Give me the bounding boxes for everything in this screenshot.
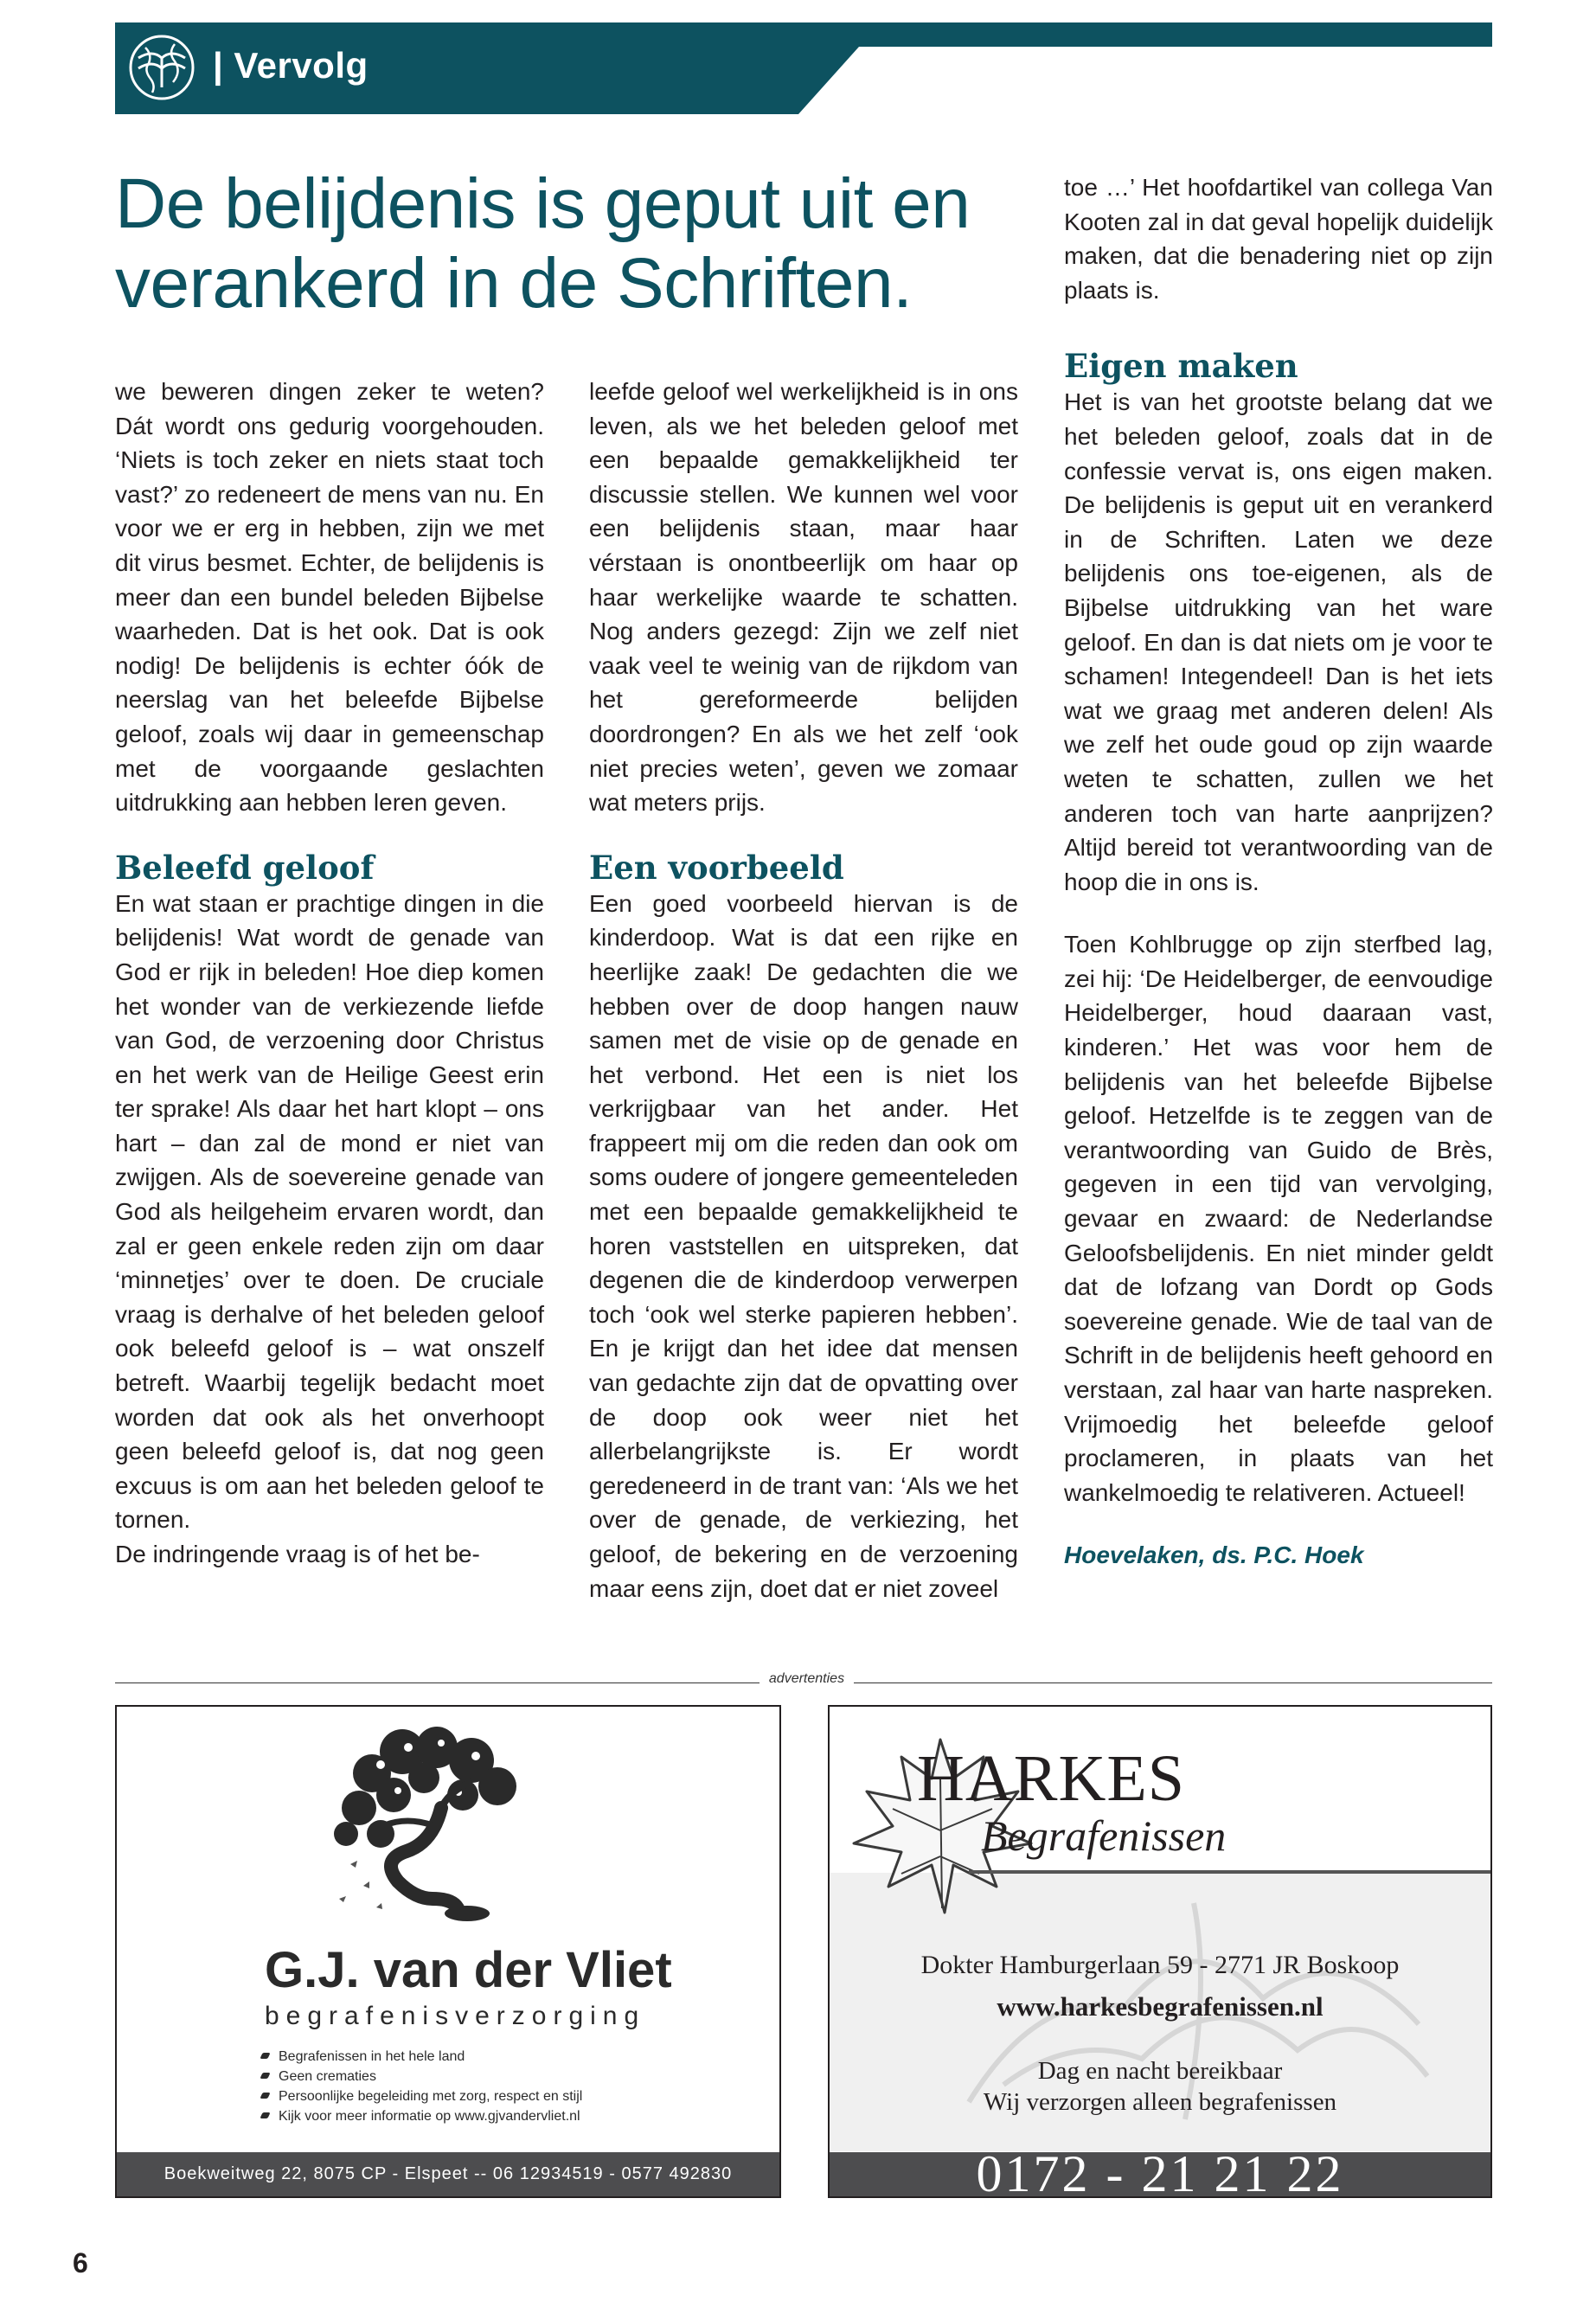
list-item: Kijk voor meer informatie op www.gjvandervliet.nl bbox=[260, 2106, 582, 2126]
ad-service-note: Wij verzorgen alleen begrafenissen bbox=[983, 2088, 1337, 2116]
ad-company-subtitle: begrafenisverzorging bbox=[265, 2002, 646, 2030]
subheading-eigen-maken: Eigen maken bbox=[1064, 347, 1298, 386]
ad-phone-number: 0172 - 21 21 22 bbox=[976, 2145, 1344, 2202]
divider bbox=[854, 1682, 1492, 1683]
divider bbox=[969, 1870, 1490, 1874]
article-column-3 bbox=[1064, 170, 1493, 1573]
list-item: Persoonlijke begeleiding met zorg, respect en stijl bbox=[260, 2086, 582, 2106]
paragraph: Een goed voorbeeld hiervan is de kinderdoop. Wat is dat een rijke en heerlijke zaak! De gedachten die we hebben over de doop hangen nauw samen met de visie op de genade en het verbond. Het een is niet los verkrijgbaar van het ander. Het frappeert mij om die reden dan ook om soms oudere of jongere gemeenteleden met een bepaalde gemakkelijkheid te horen vaststellen en uitspreken, dat degenen die de kinderdoop verwerpen toch ‘ook wel sterke papieren hebben’. En je krijgt dan het idee dat mensen van gedachte zijn dat de opvatting over de doop ook weer niet het allerbelangrijkste is. Er wordt geredeneerd in de trant van: ‘Als we het over de genade, de verkiezing, het geloof, de bekering en de verzoening maar eens zijn, doet dat er niet zoveel bbox=[589, 889, 1018, 1602]
author-signature: Hoevelaken, ds. P.C. Hoek bbox=[1064, 1541, 1364, 1569]
paragraph: En wat staan er prachtige dingen in die belijdenis! Wat wordt de genade van God er rijk in beleden! Hoe diep komen het wonder van de verkiezende liefde van God, de verzoening door Christus en het werk van de Heilige Geest erin ter sprake! Als daar het hart klopt – ons hart – dan zal de mond er niet van zwijgen. Als de soevereine genade van God als heilgeheim ervaren wordt, dan zal er geen enkele reden zijn om daar ‘minnetjes’ over te doen. De cruciale vraag is derhalve of het beleden geloof ook beleefd geloof is – wat onszelf betreft. Waarbij tegelijk bedacht moet worden dat ook als het onverhoopt geen beleefd geloof is, dat nog geen excuus is om aan het beleden geloof te tornen. bbox=[115, 889, 544, 1534]
ad-address: Dokter Hamburgerlaan 59 - 2771 JR Boskoop bbox=[920, 1951, 1400, 1979]
bonsai-tree-icon bbox=[311, 1713, 554, 1938]
paragraph: Toen Kohlbrugge op zijn sterfbed lag, zei hij: ‘De Heidelberger, de eenvoudige Heidelberger, houd daaraan vast, kinderen.’ Het was voor hem de belijdenis van het beleefde Bijbelse geloof. Hetzelfde is te zeggen van de verantwoording van Guido de Brès, gegeven in een tijd van vervolging, gevaar en zwaard: de Nederlandse Geloofsbelijdenis. En niet minder geldt dat de lofzang van Dordt op Gods soevereine genade. Wie de taal van de Schrift in de belijdenis heeft gehoord en verstaan, zal haar van harte naspreken. Vrijmoedig het beleefde geloof proclameren, in plaats van het wankelmoedig te relativeren. Actueel! bbox=[1064, 931, 1493, 1506]
ads-label: advertenties bbox=[768, 1671, 845, 1686]
section-title: | Vervolg bbox=[213, 45, 369, 86]
subheading-beleefd-geloof: Beleefd geloof bbox=[115, 848, 375, 887]
ad-company-name: G.J. van der Vliet bbox=[265, 1942, 672, 1998]
paragraph: leefde geloof wel werkelijkheid is in ons leven, als we het beleden geloof met een bepaalde gemakkelijkheid ter discussie stellen. We kunnen wel voor een belijdenis staan, maar haar vérstaan is onontbeerlijk om haar op haar werkelijke waarde te schatten. Nog anders gezegd: Zijn we zelf niet vaak veel te weinig van de rijkdom van het gereformeerde belijden doordrongen? En als we het zelf ‘ook niet precies weten’, geven we zomaar wat meters prijs. bbox=[589, 378, 1018, 817]
ad-availability: Dag en nacht bereikbaar bbox=[1037, 2057, 1283, 2085]
paragraph: De indringende vraag is of het be- bbox=[115, 1541, 480, 1567]
divider bbox=[115, 1682, 760, 1683]
headline: De belijdenis is geput uit en verankerd in de Schriften. bbox=[115, 164, 971, 323]
ad-company-name: HARKES bbox=[917, 1742, 1186, 1815]
paragraph: toe …’ Het hoofdartikel van collega Van Kooten zal in dat geval hopelijk duidelijk maken, dat die benadering niet op zijn plaats is. bbox=[1064, 174, 1493, 304]
list-item: Geen crematies bbox=[260, 2067, 582, 2086]
ad-service-list bbox=[260, 2047, 582, 2126]
globe-bible-icon bbox=[126, 32, 197, 103]
paragraph: Het is van het grootste belang dat we het beleden geloof, zoals dat in de confessie vervat is, ons eigen maken. De belijdenis is geput uit en verankerd in de Schriften. Laten we deze belijdenis ons toe-eigenen, als de Bijbelse uitdrukking van het ware geloof. En dan is dat niets om je voor te schamen! Integendeel! Dan is het iets wat we graag met anderen delen! Als we zelf het oude goud op zijn waarde weten te schatten, zullen we het anderen toch van harte aanprijzen? Altijd bereid tot verantwoording van de hoop die in ons is. bbox=[1064, 388, 1493, 895]
article-column-1 bbox=[115, 375, 544, 1572]
subheading-een-voorbeeld: Een voorbeeld bbox=[589, 848, 844, 887]
page-number: 6 bbox=[73, 2247, 88, 2279]
ad-contact-footer: Boekweitweg 22, 8075 CP - Elspeet -- 06 12934519 - 0577 492830 bbox=[117, 2152, 779, 2196]
list-item: Begrafenissen in het hele land bbox=[260, 2047, 582, 2067]
ad-website-link[interactable]: www.harkesbegrafenissen.nl bbox=[997, 1991, 1324, 2022]
ad-company-subtitle: Begrafenissen bbox=[981, 1811, 1227, 1860]
article-column-2 bbox=[589, 375, 1018, 1606]
paragraph: we beweren dingen zeker te weten? Dát wordt ons gedurig voorgehouden. ‘Niets is toch zeker en niets staat toch vast?’ zo redeneert de mens van nu. En voor we er erg in hebben, zijn we met dit virus besmet. Echter, de belijdenis is meer dan een bundel beleden Bijbelse waarheden. Dat is het ook. Dat is ook nodig! De belijdenis is echter óók de neerslag van het beleefde Bijbelse geloof, zoals wij daar in gemeenschap met de voorgaande geslachten uitdrukking aan hebben leren geven. bbox=[115, 378, 544, 817]
